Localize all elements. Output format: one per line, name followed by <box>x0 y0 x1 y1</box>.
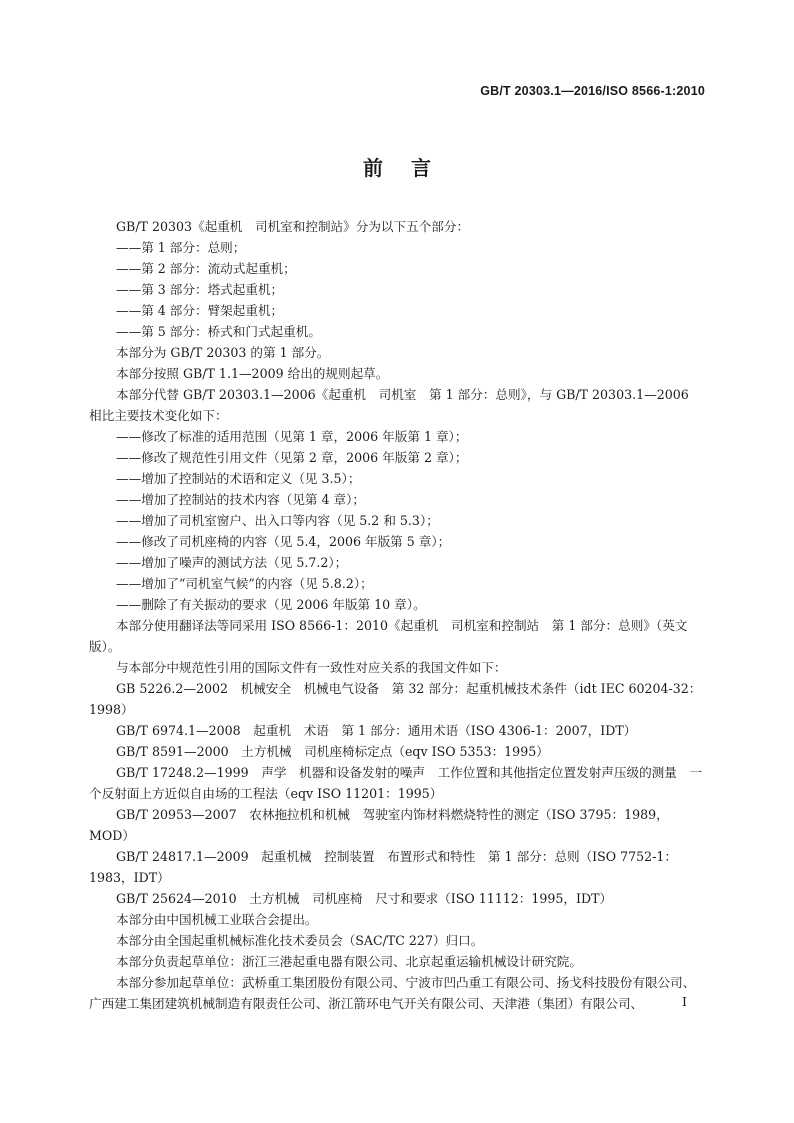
paragraph: GB/T 20303《起重机 司机室和控制站》分为以下五个部分： <box>116 219 470 234</box>
paragraph: 本部分参加起草单位：武桥重工集团股份有限公司、宁波市凹凸重工有限公司、扬戈科技股份有限公司、广西建工集团建筑机械制造有限责任公司、浙江箭环电气开关有限公司、天津港（集团）有限公司、 <box>89 975 696 1011</box>
paragraph: 本部分使用翻译法等同采用 ISO 8566-1：2010《起重机 司机室和控制站 第 1 部分：总则》（英文版）。 <box>89 618 688 654</box>
paragraph: 本部分代替 GB/T 20303.1—2006《起重机 司机室 第 1 部分：总则》，与 GB/T 20303.1—2006 相比主要技术变化如下： <box>89 387 689 423</box>
list-item: ——第 1 部分：总则； <box>116 240 246 255</box>
paragraph: 本部分由中国机械工业联合会提出。 <box>116 912 318 927</box>
list-item: ——增加了司机室窗户、出入口等内容（见 5.2 和 5.3）； <box>116 513 439 528</box>
paragraph: 本部分按照 GB/T 1.1—2009 给出的规则起草。 <box>116 366 389 381</box>
paragraph: 与本部分中规范性引用的国际文件有一致性对应关系的我国文件如下： <box>116 660 507 675</box>
reference-item: GB/T 20953—2007 农林拖拉机和机械 驾驶室内饰材料燃烧特性的测定（ISO 3795：1989，MOD） <box>89 807 669 843</box>
reference-item: GB/T 24817.1—2009 起重机械 控制装置 布置形式和特性 第 1 部分：总则（ISO 7752-1：1983，IDT） <box>89 849 677 885</box>
document-code: GB/T 20303.1—2016/ISO 8566-1:2010 <box>480 84 705 98</box>
paragraph: 本部分由全国起重机械标准化技术委员会（SAC/TC 227）归口。 <box>116 933 484 948</box>
list-item: ——修改了标准的适用范围（见第 1 章，2006 年版第 1 章）； <box>116 429 468 444</box>
list-item: ——增加了控制站的术语和定义（见 3.5）； <box>116 471 361 486</box>
paragraph: 本部分负责起草单位：浙江三港起重电器有限公司、北京起重运输机械设计研究院。 <box>116 954 582 969</box>
list-item: ——增加了“司机室气候”的内容（见 5.8.2）； <box>116 576 373 591</box>
page-number: I <box>682 994 687 1009</box>
reference-item: GB/T 17248.2—1999 声学 机器和设备发射的噪声 工作位置和其他指定位置发射声压级的测量 一个反射面上方近似自由场的工程法（eqv ISO 11201：1995） <box>89 765 703 801</box>
reference-item: GB 5226.2—2002 机械安全 机械电气设备 第 32 部分：起重机械技术条件（idt IEC 60204-32：1998） <box>89 681 702 717</box>
list-item: ——第 2 部分：流动式起重机； <box>116 261 296 276</box>
list-item: ——修改了规范性引用文件（见第 2 章，2006 年版第 2 章）； <box>116 450 468 465</box>
list-item: ——第 4 部分：臂架起重机； <box>116 303 284 318</box>
page-title: 前言 <box>363 156 459 180</box>
list-item: ——第 3 部分：塔式起重机； <box>116 282 284 297</box>
list-item: ——增加了噪声的测试方法（见 5.7.2）； <box>116 555 348 570</box>
reference-item: GB/T 6974.1—2008 起重机 术语 第 1 部分：通用术语（ISO 4306-1：2007，IDT） <box>116 723 637 738</box>
list-item: ——修改了司机座椅的内容（见 5.4，2006 年版第 5 章）； <box>116 534 451 549</box>
reference-item: GB/T 25624—2010 土方机械 司机座椅 尺寸和要求（ISO 11112：1995，IDT） <box>116 891 613 906</box>
list-item: ——第 5 部分：桥式和门式起重机。 <box>116 324 321 339</box>
paragraph: 本部分为 GB/T 20303 的第 1 部分。 <box>116 345 330 360</box>
list-item: ——增加了控制站的技术内容（见第 4 章）； <box>116 492 366 507</box>
list-item: ——删除了有关振动的要求（见 2006 年版第 10 章）。 <box>116 597 426 612</box>
body-text <box>89 216 705 1014</box>
reference-item: GB/T 8591—2000 土方机械 司机座椅标定点（eqv ISO 5353：1995） <box>116 744 549 759</box>
